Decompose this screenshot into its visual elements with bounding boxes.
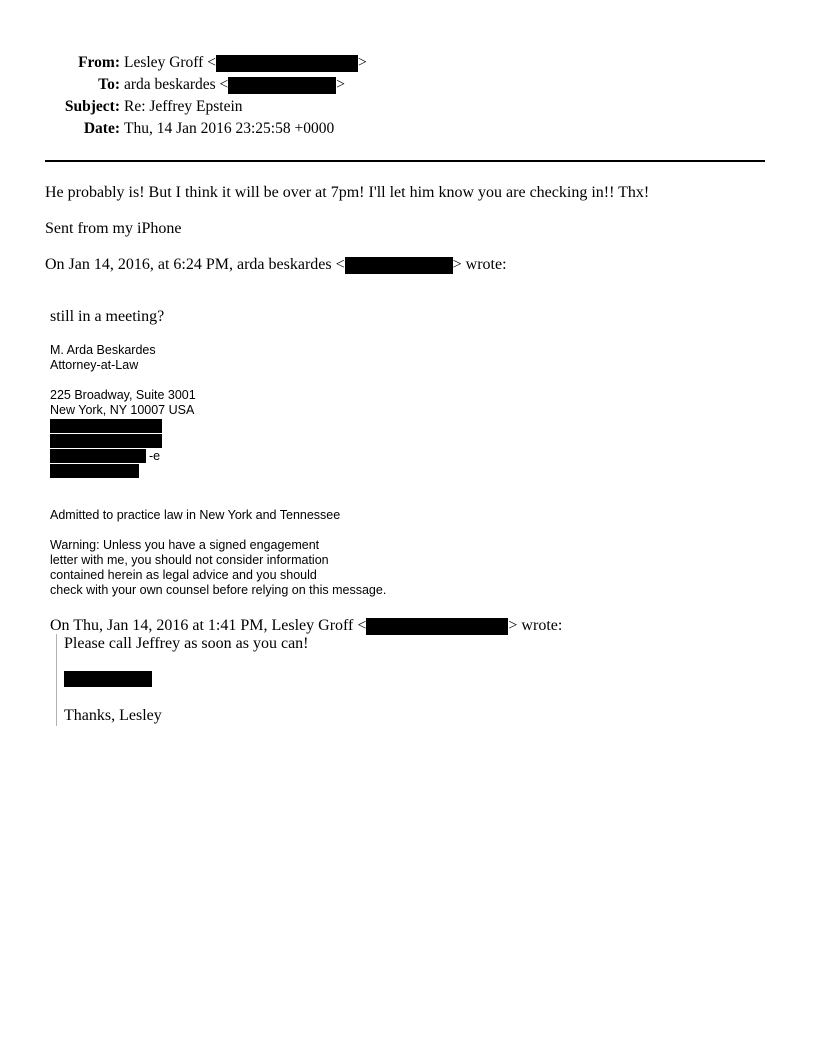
quote-bar: [56, 634, 57, 726]
quote-intro-1: [45, 255, 507, 274]
header-divider: [45, 160, 765, 162]
subject-label: Subject:: [64, 98, 120, 115]
redaction-block: [50, 434, 162, 448]
redaction-block: [366, 618, 508, 635]
quote-intro-2-text: On Thu, Jan 14, 2016 at 1:41 PM, Lesley Groff <: [50, 617, 367, 634]
subject-value: Re: Jeffrey Epstein: [124, 98, 243, 115]
redaction-block: [50, 419, 162, 433]
redaction-block: [345, 257, 453, 274]
redaction-block: [64, 671, 152, 687]
date-label: Date:: [83, 120, 120, 137]
date-value: Thu, 14 Jan 2016 23:25:58 +0000: [124, 120, 335, 137]
to-label: To:: [98, 76, 120, 93]
quoted-question: still in a meeting?: [50, 308, 165, 325]
quote-intro-1-end: > wrote:: [452, 256, 507, 273]
warning-line-4: check with your own counsel before relying on this message.: [50, 583, 387, 597]
warning-line-3: contained herein as legal advice and you should: [50, 568, 317, 582]
signature-email-suffix: -e: [149, 449, 161, 463]
from-close: >: [357, 54, 367, 71]
reply-line: He probably is! But I think it will be over at 7pm! I'll let him know you are checking in!! Thx!: [45, 184, 650, 201]
inner-quote-line: Please call Jeffrey as soon as you can!: [64, 635, 309, 652]
from-label: From:: [78, 54, 120, 71]
signature-title: Attorney-at-Law: [50, 358, 139, 372]
quote-intro-2: [50, 616, 562, 635]
signature-name: M. Arda Beskardes: [50, 343, 156, 357]
redaction-block: [50, 449, 146, 463]
warning-line-2: letter with me, you should not consider information: [50, 553, 329, 567]
to-name: arda beskardes <: [124, 76, 229, 93]
from-value: [124, 54, 367, 72]
sent-from-line: Sent from my iPhone: [45, 220, 182, 237]
redaction-block: [50, 464, 139, 478]
admitted-line: Admitted to practice law in New York and Tennessee: [50, 508, 341, 522]
quote-intro-2-end: > wrote:: [508, 617, 563, 634]
to-close: >: [336, 76, 346, 93]
signature-address-2: New York, NY 10007 USA: [50, 403, 195, 417]
to-value: [124, 76, 345, 94]
inner-quote-thanks: Thanks, Lesley: [64, 707, 162, 724]
from-name: Lesley Groff <: [124, 54, 216, 71]
quote-intro-1-text: On Jan 14, 2016, at 6:24 PM, arda beskardes <: [45, 256, 345, 273]
signature-address-1: 225 Broadway, Suite 3001: [50, 388, 196, 402]
redaction-block: [228, 77, 336, 94]
warning-line-1: Warning: Unless you have a signed engagement: [50, 538, 320, 552]
redaction-block: [216, 55, 358, 72]
